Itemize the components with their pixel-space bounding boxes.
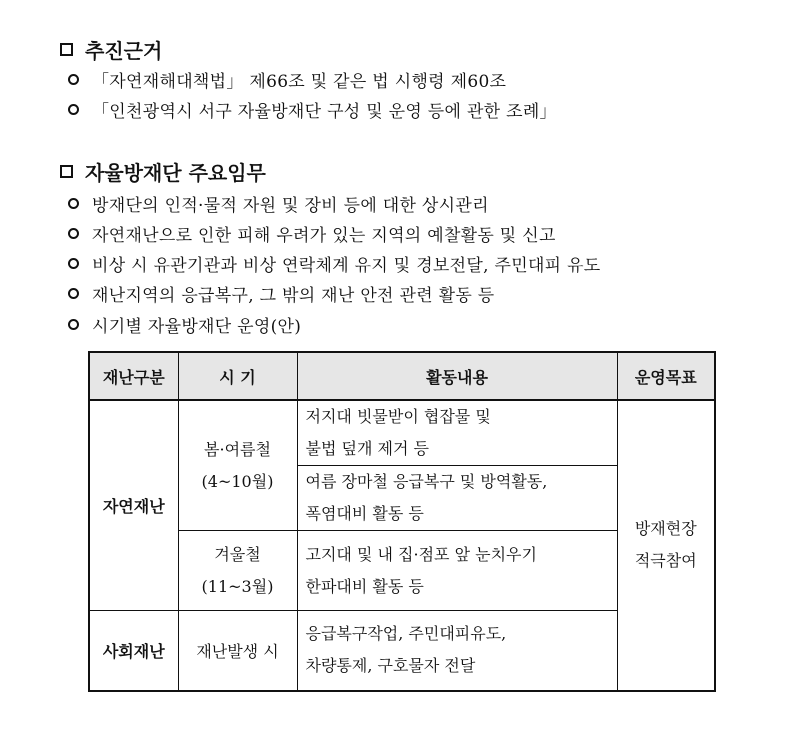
section-title-text: 자율방재단 주요임무 xyxy=(85,161,266,185)
list-item-text: 시기별 자율방재단 운영(안) xyxy=(92,317,302,337)
period-line: 봄·여름철 xyxy=(204,439,271,459)
circle-bullet-icon xyxy=(68,74,79,85)
square-bullet-icon xyxy=(60,165,73,178)
category-social: 사회재난 xyxy=(89,611,178,691)
goal-line: 적극참여 xyxy=(634,551,697,571)
activity-line: 불법 덮개 제거 등 xyxy=(305,439,429,458)
list-item-text: 방재단의 인적·물적 자원 및 장비 등에 대한 상시관리 xyxy=(92,196,489,216)
section-title-text: 추진근거 xyxy=(85,39,163,63)
circle-bullet-icon xyxy=(68,258,79,269)
circle-bullet-icon xyxy=(68,288,79,299)
list-item xyxy=(68,221,556,246)
table-row xyxy=(89,400,715,466)
header-period: 시 기 xyxy=(178,352,297,400)
period-line: 겨울철 xyxy=(214,544,261,564)
goal-cell xyxy=(617,400,715,691)
goal-line: 방재현장 xyxy=(634,519,697,539)
period-line: (4~10월) xyxy=(201,471,274,491)
activity-line: 폭염대비 활동 등 xyxy=(305,504,424,523)
period-line: (11~3월) xyxy=(201,576,274,596)
activity-line: 차량통제, 구호물자 전달 xyxy=(305,656,476,676)
header-goal: 운영목표 xyxy=(617,352,715,400)
list-item xyxy=(68,312,301,337)
activity-cell xyxy=(297,400,617,466)
activity-line: 고지대 및 내 집·점포 앞 눈치우기 xyxy=(305,544,537,564)
list-item-text: 「자연재해대책법」 제66조 및 같은 법 시행령 제60조 xyxy=(92,72,507,92)
activity-line: 저지대 빗물받이 협잡물 및 xyxy=(305,407,491,426)
list-item xyxy=(68,97,557,122)
list-item xyxy=(68,251,601,276)
operation-plan-table xyxy=(88,351,716,692)
header-category: 재난구분 xyxy=(89,352,178,400)
list-item-text: 「인천광역시 서구 자율방재단 구성 및 운영 등에 관한 조례」 xyxy=(92,102,557,122)
list-item-text: 재난지역의 응급복구, 그 밖의 재난 안전 관련 활동 등 xyxy=(92,286,495,306)
period-winter xyxy=(178,531,297,611)
circle-bullet-icon xyxy=(68,319,79,330)
list-item xyxy=(68,281,495,306)
activity-cell xyxy=(297,466,617,531)
activity-cell xyxy=(297,531,617,611)
list-item-text: 자연재난으로 인한 피해 우려가 있는 지역의 예찰활동 및 신고 xyxy=(92,226,556,246)
activity-cell xyxy=(297,611,617,691)
list-item xyxy=(68,191,489,216)
period-spring-summer xyxy=(178,400,297,531)
square-bullet-icon xyxy=(60,43,73,56)
list-item-text: 비상 시 유관기관과 비상 연락체계 유지 및 경보전달, 주민대피 유도 xyxy=(92,256,601,276)
header-activity: 활동내용 xyxy=(297,352,617,400)
list-item xyxy=(68,67,506,92)
circle-bullet-icon xyxy=(68,228,79,239)
activity-line: 여름 장마철 응급복구 및 방역활동, xyxy=(305,472,548,491)
circle-bullet-icon xyxy=(68,198,79,209)
table-header-row xyxy=(89,352,715,400)
activity-line: 응급복구작업, 주민대피유도, xyxy=(305,624,507,644)
circle-bullet-icon xyxy=(68,104,79,115)
period-on-disaster: 재난발생 시 xyxy=(178,611,297,691)
section-title-duties xyxy=(60,157,266,186)
category-natural: 자연재난 xyxy=(89,400,178,611)
section-title-basis xyxy=(60,35,162,64)
activity-line: 한파대비 활동 등 xyxy=(305,576,424,596)
